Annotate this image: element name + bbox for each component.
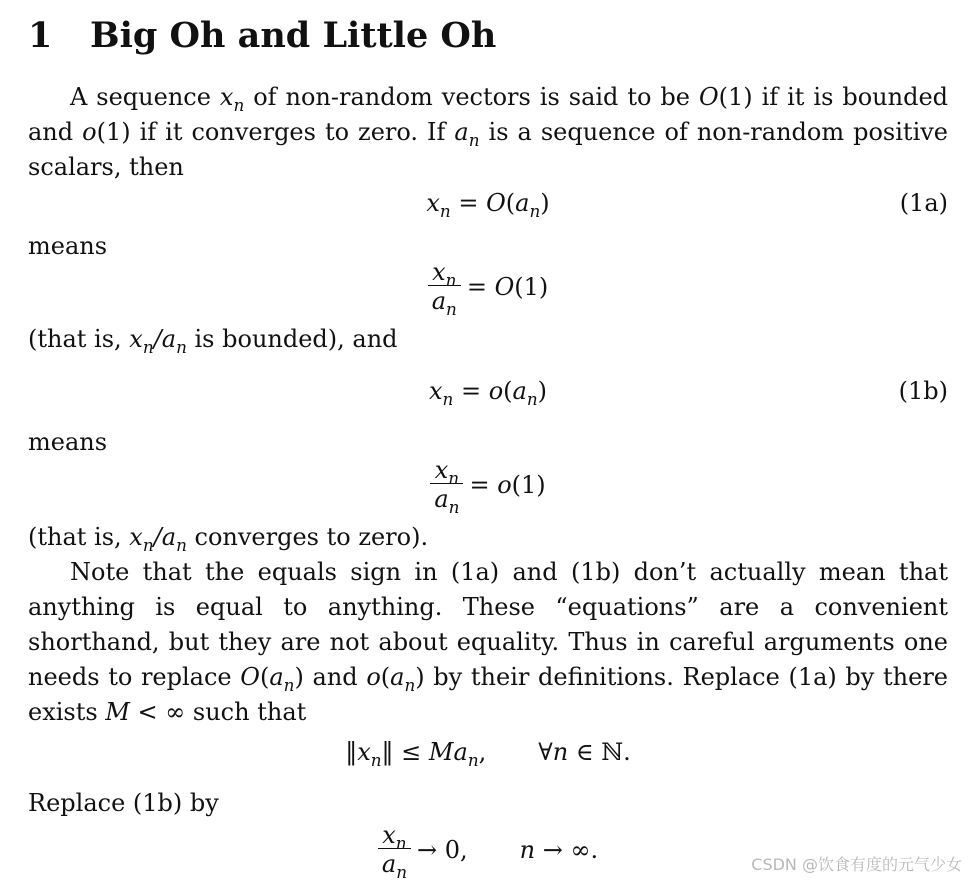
- replace-1b-text: Replace (1b) by: [28, 789, 219, 817]
- equation-number-1b: (1b): [898, 377, 948, 405]
- section-title: Big Oh and Little Oh: [90, 15, 497, 56]
- means-text-2: means: [28, 428, 108, 456]
- equation-1b: $x_n = o(a_n)$ (1b): [28, 373, 948, 409]
- csdn-watermark: CSDN @饮食有度的元气少女: [751, 855, 962, 874]
- bounded-remark: (that is, $x_n/a_n$ is bounded), and: [28, 325, 398, 357]
- converges-remark: (that is, $x_n/a_n$ converges to zero).: [28, 523, 429, 555]
- section-heading: [28, 14, 948, 58]
- equation-bounded-def: $‖x_n‖ \le Ma_n$, ∀n ∈ ℕ.: [345, 738, 631, 770]
- equation-fraction-bigO: $\frac{x_n}{a_n}$ = O (1): [28, 252, 948, 322]
- equation-limit-def: $\frac{x_n}{a_n}$ → 0, n → ∞.: [28, 815, 948, 885]
- document-page: [28, 14, 948, 885]
- section-number: 1: [28, 15, 53, 56]
- equation-fraction-littleO: $\frac{x_n}{a_n}$ = o (1): [28, 450, 948, 520]
- note-paragraph: Note that the equals sign in (1a) and (1b) don’t actually mean that anything is equal to anything. These “equations” are a convenient shorthand, but they are not about equality. Thus in careful arguments one needs to replace $O(a_n)$ and $o(a_n)$ by their definitions. Replace (1a) by there exists M < ∞ such that: [28, 558, 948, 726]
- equation-number-1a: (1a): [899, 189, 948, 217]
- means-text-1: means: [28, 232, 108, 260]
- definition-paragraph: A sequence $x_n$ of non-random vectors is said to be O(1) if it is bounded and o(1) if it converges to zero. If $a_n$ is a sequence of non-random positive scalars, then: [28, 83, 949, 181]
- equation-1a: $x_n = O(a_n)$ (1a): [28, 185, 948, 221]
